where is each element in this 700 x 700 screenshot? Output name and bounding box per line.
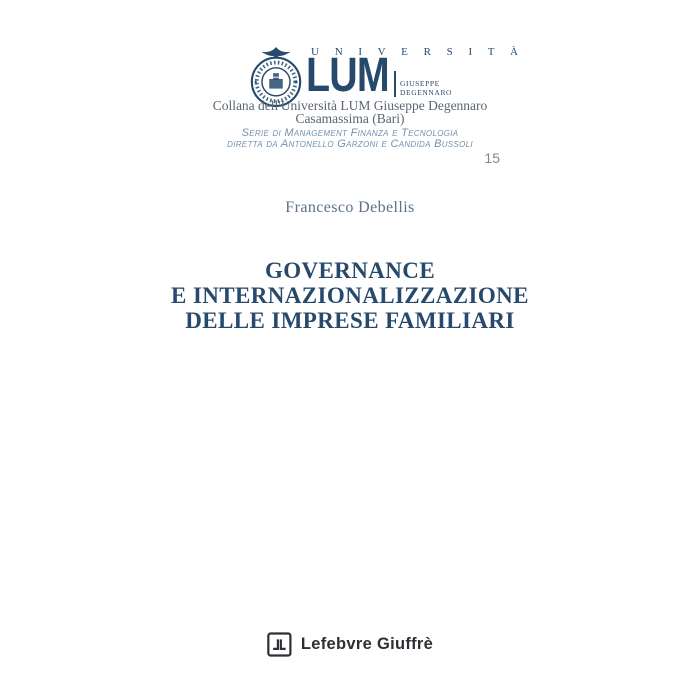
publisher-name: Lefebvre Giuffrè	[300, 635, 434, 653]
title-line2: E INTERNAZIONALIZZAZIONE	[171, 283, 529, 308]
lefebvre-giuffre-mark-icon	[267, 632, 292, 657]
serie-line1: Serie di Management Finanza e Tecnologia	[241, 127, 459, 139]
title-line3: DELLE IMPRESE FAMILIARI	[185, 308, 515, 333]
lum-acronym: LUM	[306, 49, 389, 102]
founder-name	[400, 80, 452, 97]
title-line1: GOVERNANCE	[264, 258, 436, 283]
collana-line1: Collana dell'Università LUM Giuseppe Degennaro	[212, 98, 488, 113]
author-name: Francesco Debellis	[285, 199, 415, 216]
volume-number: 15	[484, 150, 500, 166]
publisher-footer-logo	[267, 632, 433, 657]
university-lum-logo	[247, 44, 525, 104]
universita-label: U N I V E R S I T À	[311, 46, 525, 58]
logo-divider	[394, 71, 396, 97]
founder-line2: DEGENNARO	[400, 87, 453, 97]
collana-block	[0, 99, 700, 125]
collana-line2: Casamassima (Bari)	[295, 111, 405, 126]
serie-block	[0, 128, 700, 150]
book-title	[0, 258, 700, 333]
founder-line1: GIUSEPPE	[400, 79, 440, 88]
serie-line2: diretta da Antonello Garzoni e Candida Bussoli	[227, 138, 473, 150]
